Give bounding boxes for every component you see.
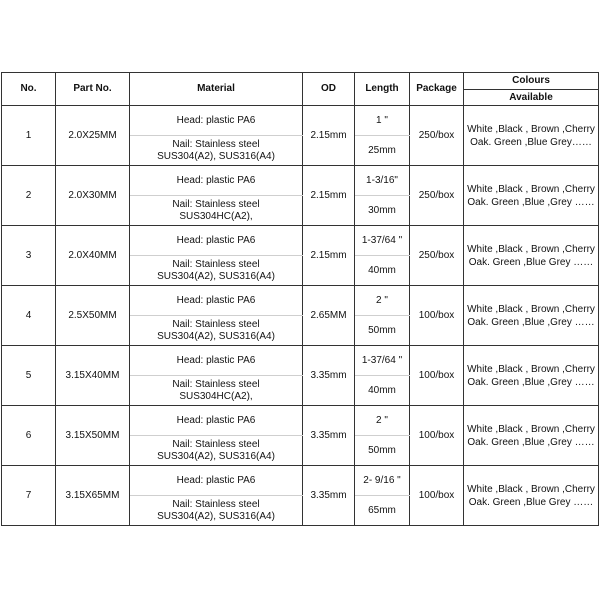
colours-line-1: White ,Black , Brown ,Cherry xyxy=(467,243,595,255)
cell-material-nail xyxy=(130,496,303,526)
colours-line-2: Oak. Green ,Blue Grey…… xyxy=(470,136,592,148)
cell-od: 2.15mm xyxy=(303,166,355,226)
cell-no: 1 xyxy=(2,106,56,166)
cell-length-inch: 2 " xyxy=(355,406,410,436)
table-row xyxy=(2,406,599,436)
material-nail-line-1: Nail: Stainless steel xyxy=(172,498,260,510)
spec-table xyxy=(1,72,599,526)
cell-material-nail xyxy=(130,256,303,286)
cell-package: 100/box xyxy=(410,346,464,406)
cell-material-head xyxy=(130,286,303,316)
cell-colours xyxy=(464,106,599,166)
material-nail-line-2: SUS304(A2), SUS316(A4) xyxy=(157,270,275,282)
table-row xyxy=(2,466,599,496)
material-nail-line-2: SUS304(A2), SUS316(A4) xyxy=(157,330,275,342)
table-body xyxy=(2,106,599,526)
cell-od: 3.35mm xyxy=(303,406,355,466)
cell-no: 6 xyxy=(2,406,56,466)
cell-material-head xyxy=(130,466,303,496)
cell-material-nail xyxy=(130,436,303,466)
cell-od: 2.65MM xyxy=(303,286,355,346)
header-no: No. xyxy=(2,73,56,106)
cell-material-head xyxy=(130,166,303,196)
cell-material-head xyxy=(130,346,303,376)
cell-od: 2.15mm xyxy=(303,106,355,166)
table-row xyxy=(2,346,599,376)
cell-material-nail xyxy=(130,136,303,166)
cell-package: 250/box xyxy=(410,106,464,166)
cell-material-nail xyxy=(130,316,303,346)
colours-line-1: White ,Black , Brown ,Cherry xyxy=(467,303,595,315)
colours-line-1: White ,Black , Brown ,Cherry xyxy=(467,363,595,375)
cell-package: 250/box xyxy=(410,166,464,226)
cell-part-no: 2.0X40MM xyxy=(56,226,130,286)
header-part-no: Part No. xyxy=(56,73,130,106)
cell-package: 100/box xyxy=(410,286,464,346)
material-nail-line-1: Nail: Stainless steel xyxy=(172,438,260,450)
cell-length-inch: 1-37/64 " xyxy=(355,346,410,376)
colours-line-2: Oak. Green ,Blue ,Grey …… xyxy=(467,436,595,448)
material-head-text: Head: plastic PA6 xyxy=(176,414,256,426)
cell-colours xyxy=(464,346,599,406)
table-row xyxy=(2,226,599,256)
material-nail-line-2: SUS304HC(A2), xyxy=(179,390,253,402)
cell-material-nail xyxy=(130,196,303,226)
cell-no: 7 xyxy=(2,466,56,526)
cell-material-nail xyxy=(130,376,303,406)
material-nail-line-2: SUS304(A2), SUS316(A4) xyxy=(157,150,275,162)
cell-material-head xyxy=(130,406,303,436)
material-head-text: Head: plastic PA6 xyxy=(176,294,256,306)
material-nail-line-2: SUS304(A2), SUS316(A4) xyxy=(157,450,275,462)
table-row xyxy=(2,286,599,316)
material-nail-line-2: SUS304HC(A2), xyxy=(179,210,253,222)
cell-colours xyxy=(464,166,599,226)
cell-part-no: 3.15X50MM xyxy=(56,406,130,466)
cell-material-head xyxy=(130,106,303,136)
cell-part-no: 2.5X50MM xyxy=(56,286,130,346)
material-nail-line-1: Nail: Stainless steel xyxy=(172,258,260,270)
header-available: Available xyxy=(464,90,599,106)
cell-length-mm: 50mm xyxy=(355,316,410,346)
table-row xyxy=(2,106,599,136)
material-nail-line-1: Nail: Stainless steel xyxy=(172,198,260,210)
cell-od: 3.35mm xyxy=(303,346,355,406)
cell-no: 5 xyxy=(2,346,56,406)
cell-length-inch: 1 " xyxy=(355,106,410,136)
header-package: Package xyxy=(410,73,464,106)
material-head-text: Head: plastic PA6 xyxy=(176,114,256,126)
material-nail-line-1: Nail: Stainless steel xyxy=(172,138,260,150)
cell-package: 100/box xyxy=(410,406,464,466)
colours-line-2: Oak. Green ,Blue ,Grey …… xyxy=(467,316,595,328)
cell-colours xyxy=(464,406,599,466)
cell-package: 250/box xyxy=(410,226,464,286)
cell-length-mm: 30mm xyxy=(355,196,410,226)
cell-length-mm: 40mm xyxy=(355,376,410,406)
cell-no: 2 xyxy=(2,166,56,226)
cell-part-no: 2.0X25MM xyxy=(56,106,130,166)
colours-line-2: Oak. Green ,Blue ,Grey …… xyxy=(467,376,595,388)
cell-material-head xyxy=(130,226,303,256)
cell-no: 4 xyxy=(2,286,56,346)
cell-colours xyxy=(464,226,599,286)
header-colours: Colours xyxy=(464,73,599,90)
header-length: Length xyxy=(355,73,410,106)
colours-line-2: Oak. Green ,Blue Grey …… xyxy=(468,496,594,508)
material-nail-line-1: Nail: Stainless steel xyxy=(172,378,260,390)
cell-length-inch: 1-37/64 " xyxy=(355,226,410,256)
colours-line-2: Oak. Green ,Blue ,Grey …… xyxy=(467,196,595,208)
cell-part-no: 3.15X65MM xyxy=(56,466,130,526)
cell-length-mm: 40mm xyxy=(355,256,410,286)
table-row xyxy=(2,166,599,196)
colours-line-1: White ,Black , Brown ,Cherry xyxy=(467,123,595,135)
cell-od: 2.15mm xyxy=(303,226,355,286)
header-od: OD xyxy=(303,73,355,106)
material-nail-line-2: SUS304(A2), SUS316(A4) xyxy=(157,510,275,522)
cell-part-no: 2.0X30MM xyxy=(56,166,130,226)
material-head-text: Head: plastic PA6 xyxy=(176,174,256,186)
cell-od: 3.35mm xyxy=(303,466,355,526)
cell-length-mm: 25mm xyxy=(355,136,410,166)
cell-length-mm: 50mm xyxy=(355,436,410,466)
cell-colours xyxy=(464,466,599,526)
cell-length-inch: 1-3/16" xyxy=(355,166,410,196)
colours-line-1: White ,Black , Brown ,Cherry xyxy=(467,183,595,195)
cell-part-no: 3.15X40MM xyxy=(56,346,130,406)
material-head-text: Head: plastic PA6 xyxy=(176,234,256,246)
cell-length-inch: 2- 9/16 " xyxy=(355,466,410,496)
cell-package: 100/box xyxy=(410,466,464,526)
cell-colours xyxy=(464,286,599,346)
colours-line-1: White ,Black , Brown ,Cherry xyxy=(467,483,595,495)
colours-line-2: Oak. Green ,Blue Grey …… xyxy=(468,256,594,268)
colours-line-1: White ,Black , Brown ,Cherry xyxy=(467,423,595,435)
material-nail-line-1: Nail: Stainless steel xyxy=(172,318,260,330)
material-head-text: Head: plastic PA6 xyxy=(176,474,256,486)
material-head-text: Head: plastic PA6 xyxy=(176,354,256,366)
cell-length-inch: 2 " xyxy=(355,286,410,316)
cell-no: 3 xyxy=(2,226,56,286)
cell-length-mm: 65mm xyxy=(355,496,410,526)
header-material: Material xyxy=(130,73,303,106)
table-header xyxy=(2,73,599,106)
